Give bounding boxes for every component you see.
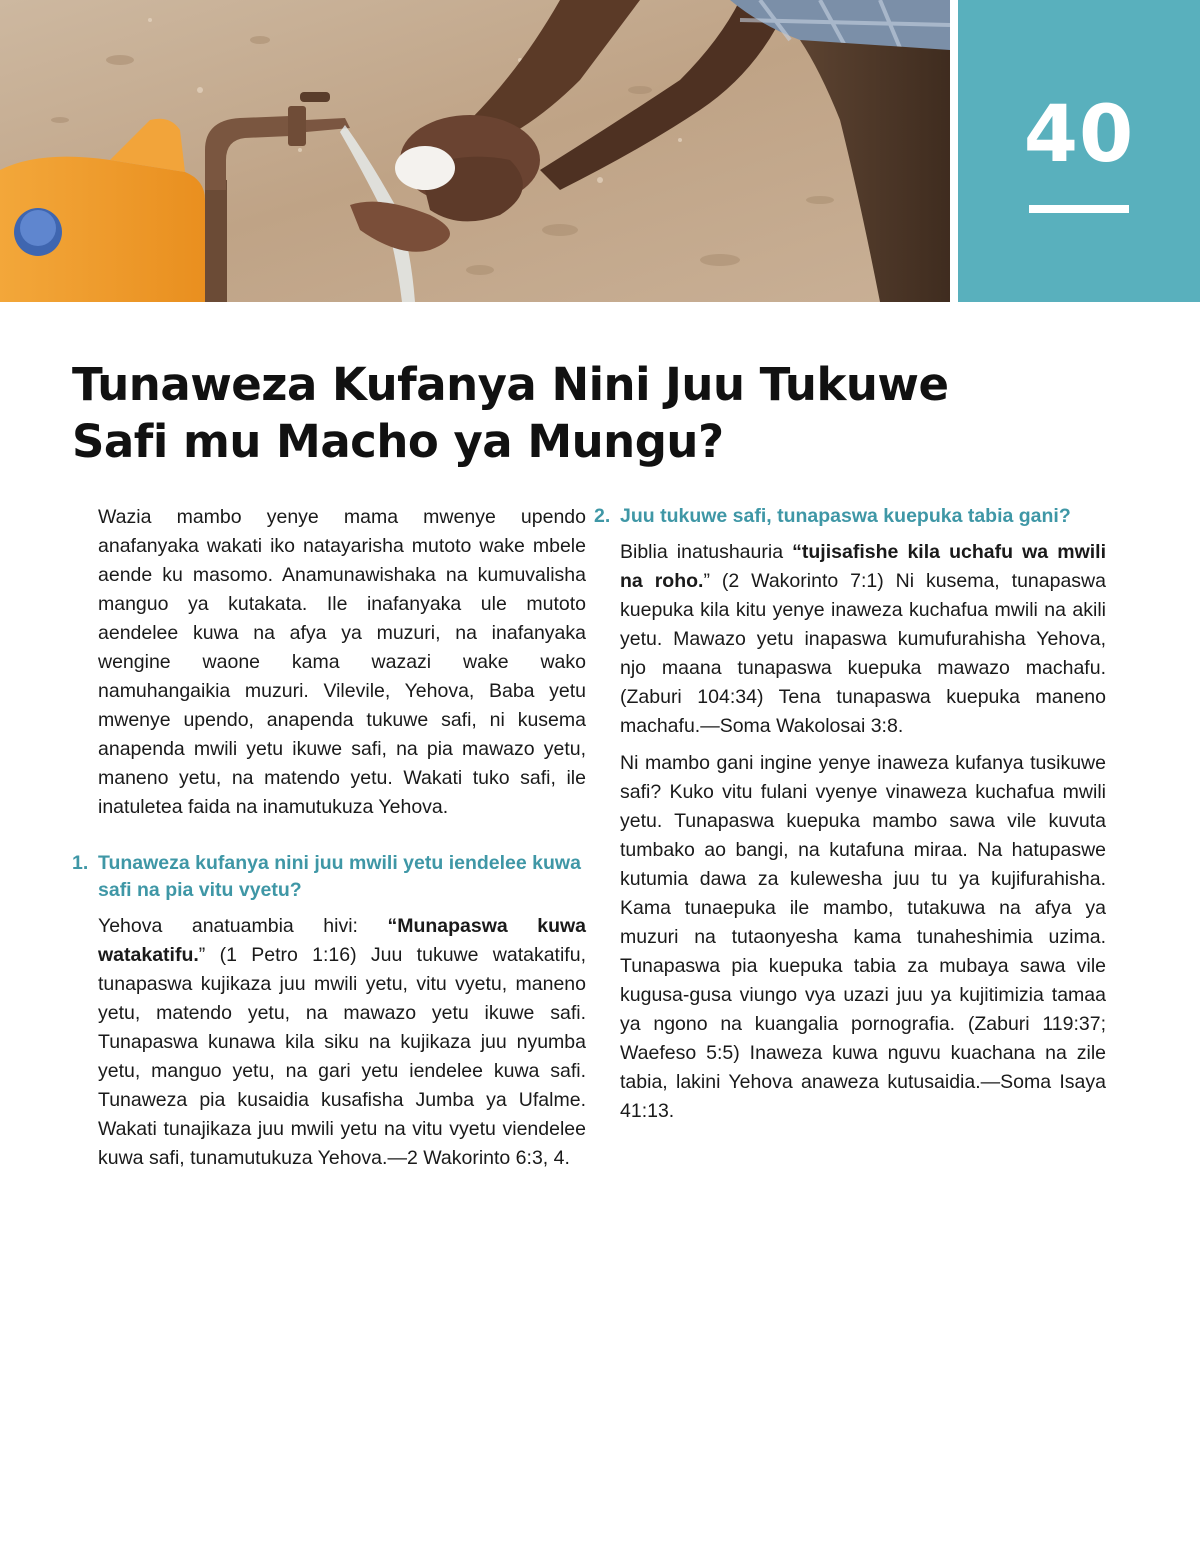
answer-2-body: ” (2 Wakorinto 7:1) Ni kusema, tunapaswa kuepuka kila kitu yenye inaweza kuchafua mwili na akili yetu. Mawazo yetu inapaswa kumufurahisha Yehova, njo maana tunapaswa kuepuka mawazo machafu. (Zaburi 104:34) Tena tunapaswa kuepuka maneno machafu.—Soma Wakolosai 3:8.: [620, 570, 1106, 737]
left-column: [72, 503, 587, 1181]
answer-2-lead: Biblia inatushauria: [620, 541, 793, 563]
answer-2-paragraph-2: [620, 749, 1106, 1126]
chapter-number: 40: [1023, 90, 1135, 180]
hand-washing-photo: [0, 0, 950, 302]
chapter-underline: [1029, 205, 1129, 213]
answer-2-quote: “tujisafishe kila uchafu wa mwili na roho.: [620, 541, 1106, 592]
intro-paragraph: Wazia mambo yenye mama mwenye upendo anafanyaka wakati iko natayarisha mutoto wake mbele aende ku masomo. Anamunawishaka na kumuvalisha manguo ya kutakata. Ile inafanyaka ule mutoto aendelee kuwa na afya ya muzuri, na inafanyaka wengine waone kama wazazi wake wako namuhangaikia muzuri. Vilevile, Yehova, Baba yetu mwenye upendo, anapenda tukuwe safi, ni kusema anapenda mwili yetu ikuwe safi, na pia mawazo yetu, maneno yetu, na matendo yetu. Wakati tuko safi, ile inatuletea faida na inamutukuza Yehova.: [98, 506, 586, 818]
right-column: [594, 503, 1106, 1134]
question-2: [594, 503, 1106, 530]
question-2-number: 2.: [594, 505, 611, 527]
question-1: [72, 850, 586, 904]
page-title: [72, 356, 972, 470]
answer-2-paragraph-1: [620, 538, 1106, 741]
question-1-number: 1.: [72, 852, 89, 874]
question-1-text: Tunaweza kufanya nini juu mwili yetu iendelee kuwa safi na pia vitu vyetu?: [98, 852, 581, 901]
title-line-2: Safi mu Macho ya Mungu?: [72, 415, 724, 468]
title-line-1: Tunaweza Kufanya Nini Juu Tukuwe: [72, 358, 949, 411]
answer-1-paragraph: [98, 912, 586, 1173]
hero-photo: [0, 0, 950, 302]
chapter-badge: [958, 0, 1200, 302]
answer-1-lead: Yehova anatuambia hivi:: [98, 915, 388, 937]
answer-1-quote: “Munapaswa kuwa watakatifu.: [98, 915, 587, 966]
question-2-text: Juu tukuwe safi, tunapaswa kuepuka tabia gani?: [620, 505, 1071, 527]
answer-2-paragraph-2-text: Ni mambo gani ingine yenye inaweza kufanya tusikuwe safi? Kuko vitu fulani vyenye vinaweza kuchafua mwili yetu. Tunapaswa kuepuka mambo sawa vile kuvuta tumbako ao bangi, na kutafuna miraa. Na hatupaswe kutumia dawa za kulewesha juu tu ya kujifurahisha. Kama tunaepuka ile mambo, tutakuwa na afya ya muzuri na tutaonyesha kama tunaheshimia uzima. Tunapaswa pia kuepuka tabia za mubaya sawa vile kugusa-gusa viungo vya uzazi juu ya kujitimizia tamaa ya ngono na kuangalia pornografia. (Zaburi 119:37; Waefeso 5:5) Inaweza kuwa nguvu kuachana na zile tabia, lakini Yehova anaweza kutusaidia.—Soma Isaya 41:13.: [620, 752, 1106, 1122]
answer-1-body: ” (1 Petro 1:16) Juu tukuwe watakatifu, tunapaswa kujikaza juu mwili yetu, vitu vyetu, maneno yetu, matendo yetu, na mawazo yetu ikuwe safi. Tunapaswa kunawa kila siku na kujikaza juu nyumba yetu, manguo yetu, na gari yetu iendelee kuwa safi. Tunaweza pia kusaidia kusafisha Jumba ya Ufalme. Wakati tunajikaza juu mwili yetu na vitu vyetu viendelee kuwa safi, tunamutukuza Yehova.—2 Wakorinto 6:3, 4.: [98, 944, 586, 1169]
